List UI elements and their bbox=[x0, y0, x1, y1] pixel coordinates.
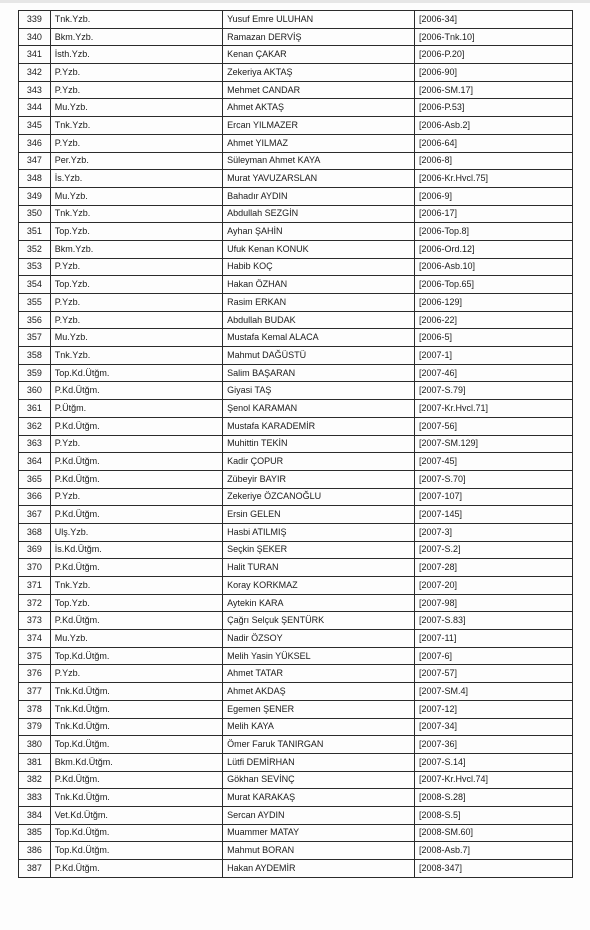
table-row bbox=[19, 559, 573, 577]
name-cell: Hakan AYDEMİR bbox=[223, 860, 415, 878]
rank-cell: Vet.Kd.Ütğm. bbox=[50, 806, 222, 824]
row-number-cell: 355 bbox=[19, 294, 51, 312]
row-number-cell: 383 bbox=[19, 789, 51, 807]
table-row bbox=[19, 329, 573, 347]
row-number-cell: 384 bbox=[19, 806, 51, 824]
name-cell: Muammer MATAY bbox=[223, 824, 415, 842]
row-number-cell: 373 bbox=[19, 612, 51, 630]
name-cell: Çağrı Selçuk ŞENTÜRK bbox=[223, 612, 415, 630]
row-number-cell: 343 bbox=[19, 81, 51, 99]
name-cell: Murat KARAKAŞ bbox=[223, 789, 415, 807]
row-number-cell: 365 bbox=[19, 470, 51, 488]
code-cell: [2006-Tnk.10] bbox=[414, 28, 572, 46]
table-row bbox=[19, 117, 573, 135]
name-cell: Abdullah SEZGİN bbox=[223, 205, 415, 223]
table-row bbox=[19, 435, 573, 453]
table-row bbox=[19, 718, 573, 736]
table-row bbox=[19, 806, 573, 824]
row-number-cell: 379 bbox=[19, 718, 51, 736]
row-number-cell: 368 bbox=[19, 523, 51, 541]
table-row bbox=[19, 311, 573, 329]
personnel-table-body bbox=[19, 11, 573, 878]
rank-cell: Bkm.Kd.Ütğm. bbox=[50, 753, 222, 771]
table-row bbox=[19, 647, 573, 665]
name-cell: Ercan YILMAZER bbox=[223, 117, 415, 135]
code-cell: [2007-57] bbox=[414, 665, 572, 683]
name-cell: Mehmet CANDAR bbox=[223, 81, 415, 99]
rank-cell: Tnk.Kd.Ütğm. bbox=[50, 683, 222, 701]
code-cell: [2006-Top.8] bbox=[414, 223, 572, 241]
table-row bbox=[19, 64, 573, 82]
rank-cell: P.Yzb. bbox=[50, 665, 222, 683]
top-edge-line bbox=[0, 0, 590, 3]
row-number-cell: 350 bbox=[19, 205, 51, 223]
code-cell: [2007-3] bbox=[414, 523, 572, 541]
row-number-cell: 381 bbox=[19, 753, 51, 771]
rank-cell: Bkm.Yzb. bbox=[50, 28, 222, 46]
code-cell: [2007-Kr.Hvcl.74] bbox=[414, 771, 572, 789]
name-cell: Ömer Faruk TANIRGAN bbox=[223, 736, 415, 754]
table-row bbox=[19, 700, 573, 718]
row-number-cell: 385 bbox=[19, 824, 51, 842]
table-row bbox=[19, 99, 573, 117]
row-number-cell: 347 bbox=[19, 152, 51, 170]
table-row bbox=[19, 187, 573, 205]
row-number-cell: 370 bbox=[19, 559, 51, 577]
table-row bbox=[19, 842, 573, 860]
name-cell: Gökhan SEVİNÇ bbox=[223, 771, 415, 789]
table-row bbox=[19, 205, 573, 223]
table-row bbox=[19, 417, 573, 435]
code-cell: [2007-12] bbox=[414, 700, 572, 718]
name-cell: Ahmet AKDAŞ bbox=[223, 683, 415, 701]
code-cell: [2007-SM.129] bbox=[414, 435, 572, 453]
rank-cell: P.Kd.Ütğm. bbox=[50, 612, 222, 630]
code-cell: [2007-S.2] bbox=[414, 541, 572, 559]
rank-cell: Top.Kd.Ütğm. bbox=[50, 842, 222, 860]
row-number-cell: 341 bbox=[19, 46, 51, 64]
rank-cell: P.Kd.Ütğm. bbox=[50, 470, 222, 488]
table-row bbox=[19, 152, 573, 170]
rank-cell: Tnk.Yzb. bbox=[50, 117, 222, 135]
code-cell: [2007-145] bbox=[414, 506, 572, 524]
name-cell: Melih KAYA bbox=[223, 718, 415, 736]
code-cell: [2007-Kr.Hvcl.71] bbox=[414, 400, 572, 418]
name-cell: Murat YAVUZARSLAN bbox=[223, 170, 415, 188]
table-row bbox=[19, 771, 573, 789]
name-cell: Zekeriya AKTAŞ bbox=[223, 64, 415, 82]
table-row bbox=[19, 28, 573, 46]
table-row bbox=[19, 470, 573, 488]
code-cell: [2006-Ord.12] bbox=[414, 240, 572, 258]
code-cell: [2008-S.5] bbox=[414, 806, 572, 824]
rank-cell: Mu.Yzb. bbox=[50, 630, 222, 648]
code-cell: [2006-9] bbox=[414, 187, 572, 205]
rank-cell: P.Kd.Ütğm. bbox=[50, 453, 222, 471]
rank-cell: P.Yzb. bbox=[50, 64, 222, 82]
code-cell: [2007-107] bbox=[414, 488, 572, 506]
table-row bbox=[19, 258, 573, 276]
name-cell: Koray KORKMAZ bbox=[223, 577, 415, 595]
rank-cell: P.Yzb. bbox=[50, 134, 222, 152]
code-cell: [2006-34] bbox=[414, 11, 572, 29]
row-number-cell: 348 bbox=[19, 170, 51, 188]
row-number-cell: 376 bbox=[19, 665, 51, 683]
rank-cell: P.Ütğm. bbox=[50, 400, 222, 418]
rank-cell: İsth.Yzb. bbox=[50, 46, 222, 64]
rank-cell: Tnk.Kd.Ütğm. bbox=[50, 789, 222, 807]
code-cell: [2006-129] bbox=[414, 294, 572, 312]
table-row bbox=[19, 577, 573, 595]
table-row bbox=[19, 46, 573, 64]
rank-cell: Top.Kd.Ütğm. bbox=[50, 736, 222, 754]
code-cell: [2007-20] bbox=[414, 577, 572, 595]
row-number-cell: 371 bbox=[19, 577, 51, 595]
row-number-cell: 356 bbox=[19, 311, 51, 329]
code-cell: [2007-6] bbox=[414, 647, 572, 665]
table-row bbox=[19, 347, 573, 365]
name-cell: Aytekin KARA bbox=[223, 594, 415, 612]
table-row bbox=[19, 612, 573, 630]
table-row bbox=[19, 453, 573, 471]
rank-cell: P.Kd.Ütğm. bbox=[50, 771, 222, 789]
code-cell: [2008-Asb.7] bbox=[414, 842, 572, 860]
rank-cell: P.Yzb. bbox=[50, 258, 222, 276]
code-cell: [2008-347] bbox=[414, 860, 572, 878]
table-row bbox=[19, 789, 573, 807]
table-row bbox=[19, 665, 573, 683]
name-cell: Ahmet AKTAŞ bbox=[223, 99, 415, 117]
code-cell: [2007-SM.4] bbox=[414, 683, 572, 701]
table-row bbox=[19, 294, 573, 312]
row-number-cell: 353 bbox=[19, 258, 51, 276]
code-cell: [2007-36] bbox=[414, 736, 572, 754]
code-cell: [2006-64] bbox=[414, 134, 572, 152]
row-number-cell: 346 bbox=[19, 134, 51, 152]
rank-cell: P.Yzb. bbox=[50, 435, 222, 453]
row-number-cell: 342 bbox=[19, 64, 51, 82]
rank-cell: P.Kd.Ütğm. bbox=[50, 382, 222, 400]
rank-cell: P.Yzb. bbox=[50, 311, 222, 329]
name-cell: Ramazan DERVİŞ bbox=[223, 28, 415, 46]
rank-cell: P.Yzb. bbox=[50, 488, 222, 506]
name-cell: Habib KOÇ bbox=[223, 258, 415, 276]
rank-cell: Tnk.Yzb. bbox=[50, 347, 222, 365]
name-cell: Ersin GELEN bbox=[223, 506, 415, 524]
table-row bbox=[19, 753, 573, 771]
row-number-cell: 375 bbox=[19, 647, 51, 665]
code-cell: [2007-34] bbox=[414, 718, 572, 736]
name-cell: Lütfi DEMİRHAN bbox=[223, 753, 415, 771]
row-number-cell: 369 bbox=[19, 541, 51, 559]
table-row bbox=[19, 81, 573, 99]
code-cell: [2006-P.53] bbox=[414, 99, 572, 117]
code-cell: [2007-11] bbox=[414, 630, 572, 648]
name-cell: Rasim ERKAN bbox=[223, 294, 415, 312]
name-cell: Bahadır AYDIN bbox=[223, 187, 415, 205]
row-number-cell: 339 bbox=[19, 11, 51, 29]
rank-cell: P.Yzb. bbox=[50, 294, 222, 312]
name-cell: Zübeyir BAYIR bbox=[223, 470, 415, 488]
name-cell: Ufuk Kenan KONUK bbox=[223, 240, 415, 258]
name-cell: Süleyman Ahmet KAYA bbox=[223, 152, 415, 170]
row-number-cell: 344 bbox=[19, 99, 51, 117]
rank-cell: Mu.Yzb. bbox=[50, 187, 222, 205]
personnel-table bbox=[18, 10, 573, 878]
code-cell: [2006-5] bbox=[414, 329, 572, 347]
name-cell: Mahmut BORAN bbox=[223, 842, 415, 860]
rank-cell: Top.Yzb. bbox=[50, 276, 222, 294]
table-row bbox=[19, 736, 573, 754]
rank-cell: Tnk.Yzb. bbox=[50, 205, 222, 223]
name-cell: Kadir ÇOPUR bbox=[223, 453, 415, 471]
rank-cell: P.Kd.Ütğm. bbox=[50, 506, 222, 524]
rank-cell: Tnk.Yzb. bbox=[50, 11, 222, 29]
name-cell: Nadir ÖZSOY bbox=[223, 630, 415, 648]
row-number-cell: 354 bbox=[19, 276, 51, 294]
code-cell: [2006-Asb.10] bbox=[414, 258, 572, 276]
row-number-cell: 361 bbox=[19, 400, 51, 418]
row-number-cell: 362 bbox=[19, 417, 51, 435]
name-cell: Mustafa KARADEMİR bbox=[223, 417, 415, 435]
rank-cell: Tnk.Yzb. bbox=[50, 577, 222, 595]
rank-cell: Top.Yzb. bbox=[50, 223, 222, 241]
table-row bbox=[19, 860, 573, 878]
name-cell: Hakan ÖZHAN bbox=[223, 276, 415, 294]
code-cell: [2007-1] bbox=[414, 347, 572, 365]
code-cell: [2006-SM.17] bbox=[414, 81, 572, 99]
code-cell: [2006-Kr.Hvcl.75] bbox=[414, 170, 572, 188]
rank-cell: P.Yzb. bbox=[50, 81, 222, 99]
code-cell: [2007-S.79] bbox=[414, 382, 572, 400]
name-cell: Yusuf Emre ULUHAN bbox=[223, 11, 415, 29]
name-cell: Salim BAŞARAN bbox=[223, 364, 415, 382]
table-row bbox=[19, 488, 573, 506]
row-number-cell: 363 bbox=[19, 435, 51, 453]
name-cell: Mustafa Kemal ALACA bbox=[223, 329, 415, 347]
name-cell: Mahmut DAĞÜSTÜ bbox=[223, 347, 415, 365]
table-row bbox=[19, 683, 573, 701]
code-cell: [2006-22] bbox=[414, 311, 572, 329]
code-cell: [2006-8] bbox=[414, 152, 572, 170]
name-cell: Ahmet YILMAZ bbox=[223, 134, 415, 152]
row-number-cell: 374 bbox=[19, 630, 51, 648]
row-number-cell: 386 bbox=[19, 842, 51, 860]
row-number-cell: 352 bbox=[19, 240, 51, 258]
row-number-cell: 364 bbox=[19, 453, 51, 471]
table-row bbox=[19, 11, 573, 29]
name-cell: Zekeriye ÖZCANOĞLU bbox=[223, 488, 415, 506]
row-number-cell: 372 bbox=[19, 594, 51, 612]
name-cell: Hasbi ATILMIŞ bbox=[223, 523, 415, 541]
table-row bbox=[19, 630, 573, 648]
row-number-cell: 345 bbox=[19, 117, 51, 135]
rank-cell: Per.Yzb. bbox=[50, 152, 222, 170]
rank-cell: Top.Kd.Ütğm. bbox=[50, 647, 222, 665]
rank-cell: P.Kd.Ütğm. bbox=[50, 559, 222, 577]
row-number-cell: 359 bbox=[19, 364, 51, 382]
code-cell: [2007-S.14] bbox=[414, 753, 572, 771]
name-cell: Egemen ŞENER bbox=[223, 700, 415, 718]
row-number-cell: 367 bbox=[19, 506, 51, 524]
code-cell: [2006-17] bbox=[414, 205, 572, 223]
rank-cell: Tnk.Kd.Ütğm. bbox=[50, 700, 222, 718]
name-cell: Muhittin TEKİN bbox=[223, 435, 415, 453]
name-cell: Abdullah BUDAK bbox=[223, 311, 415, 329]
name-cell: Halit TURAN bbox=[223, 559, 415, 577]
table-row bbox=[19, 541, 573, 559]
code-cell: [2006-Asb.2] bbox=[414, 117, 572, 135]
row-number-cell: 349 bbox=[19, 187, 51, 205]
row-number-cell: 380 bbox=[19, 736, 51, 754]
name-cell: Melih Yasin YÜKSEL bbox=[223, 647, 415, 665]
code-cell: [2008-S.28] bbox=[414, 789, 572, 807]
name-cell: Seçkin ŞEKER bbox=[223, 541, 415, 559]
code-cell: [2007-S.70] bbox=[414, 470, 572, 488]
rank-cell: Mu.Yzb. bbox=[50, 329, 222, 347]
row-number-cell: 366 bbox=[19, 488, 51, 506]
table-row bbox=[19, 276, 573, 294]
row-number-cell: 378 bbox=[19, 700, 51, 718]
rank-cell: İs.Yzb. bbox=[50, 170, 222, 188]
row-number-cell: 351 bbox=[19, 223, 51, 241]
name-cell: Ayhan ŞAHİN bbox=[223, 223, 415, 241]
name-cell: Kenan ÇAKAR bbox=[223, 46, 415, 64]
row-number-cell: 387 bbox=[19, 860, 51, 878]
table-row bbox=[19, 382, 573, 400]
rank-cell: Top.Kd.Ütğm. bbox=[50, 824, 222, 842]
code-cell: [2008-SM.60] bbox=[414, 824, 572, 842]
code-cell: [2007-56] bbox=[414, 417, 572, 435]
table-row bbox=[19, 506, 573, 524]
name-cell: Giyasi TAŞ bbox=[223, 382, 415, 400]
code-cell: [2006-Top.65] bbox=[414, 276, 572, 294]
row-number-cell: 360 bbox=[19, 382, 51, 400]
table-row bbox=[19, 223, 573, 241]
name-cell: Şenol KARAMAN bbox=[223, 400, 415, 418]
name-cell: Ahmet TATAR bbox=[223, 665, 415, 683]
rank-cell: Bkm.Yzb. bbox=[50, 240, 222, 258]
table-row bbox=[19, 594, 573, 612]
rank-cell: Top.Yzb. bbox=[50, 594, 222, 612]
code-cell: [2006-90] bbox=[414, 64, 572, 82]
table-row bbox=[19, 364, 573, 382]
name-cell: Sercan AYDIN bbox=[223, 806, 415, 824]
row-number-cell: 382 bbox=[19, 771, 51, 789]
code-cell: [2007-98] bbox=[414, 594, 572, 612]
code-cell: [2007-46] bbox=[414, 364, 572, 382]
rank-cell: Top.Kd.Ütğm. bbox=[50, 364, 222, 382]
table-row bbox=[19, 240, 573, 258]
row-number-cell: 357 bbox=[19, 329, 51, 347]
rank-cell: P.Kd.Ütğm. bbox=[50, 860, 222, 878]
table-row bbox=[19, 824, 573, 842]
row-number-cell: 377 bbox=[19, 683, 51, 701]
table-row bbox=[19, 400, 573, 418]
table-row bbox=[19, 170, 573, 188]
rank-cell: İs.Kd.Ütğm. bbox=[50, 541, 222, 559]
code-cell: [2007-45] bbox=[414, 453, 572, 471]
rank-cell: P.Kd.Ütğm. bbox=[50, 417, 222, 435]
row-number-cell: 340 bbox=[19, 28, 51, 46]
code-cell: [2007-28] bbox=[414, 559, 572, 577]
rank-cell: Mu.Yzb. bbox=[50, 99, 222, 117]
code-cell: [2006-P.20] bbox=[414, 46, 572, 64]
table-row bbox=[19, 523, 573, 541]
table-row bbox=[19, 134, 573, 152]
rank-cell: Tnk.Kd.Ütğm. bbox=[50, 718, 222, 736]
rank-cell: Ulş.Yzb. bbox=[50, 523, 222, 541]
row-number-cell: 358 bbox=[19, 347, 51, 365]
code-cell: [2007-S.83] bbox=[414, 612, 572, 630]
